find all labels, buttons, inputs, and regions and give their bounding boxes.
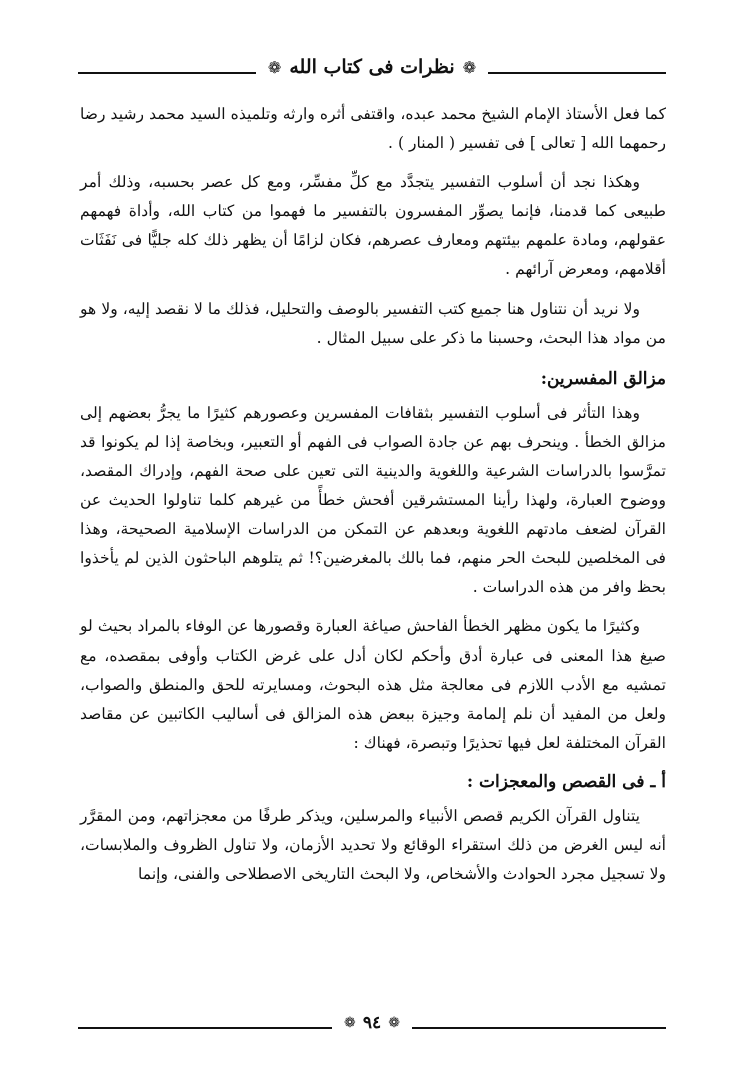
section-heading: مزالق المفسرين: <box>540 368 666 389</box>
page-body <box>80 100 666 889</box>
page-number: ٩٤ <box>362 1012 382 1033</box>
paragraph-5: وكثيرًا ما يكون مظهر الخطأ الفاحش صياغة العبارة وقصورها عن الوفاء بالمراد بحيث لو صيغ هذا المعنى فى عبارة أدق وأحكم لكان أدل على غرض الكتاب وأوفى بمقصده، مع تمشيه مع الأدب اللازم فى معالجة مثل هذه البحوث، ومسايرته للحق والمنطق والصواب، ولعل من المفيد أن نلم إلمامة وجيزة ببعض هذه المزالق فى أساليب الكاتبين عن مقاصد القرآن المختلفة لعل فيها تحذيرًا وتبصرة، فهناك : <box>80 617 666 752</box>
paragraph-2: وهكذا نجد أن أسلوب التفسير يتجدَّد مع كلِّ مفسِّر، ومع كل عصر بحسبه، وذلك أمر طبيعى كما قدمنا، فإنما يصوِّر المفسرون بالتفسير ما فهموا من كتاب الله، وأداة فهمهم عقولهم، ومادة علمهم بيئتهم ومعارف عصرهم، فكان لزامًا أن يظهر ذلك كله جليًّا فى نَفَثَات أقلامهم، ومعرض آرائهم . <box>80 173 666 279</box>
flower-ornament-icon: ❁ <box>388 1014 400 1031</box>
running-header <box>78 52 666 92</box>
paragraph-4: وهذا التأثر فى أسلوب التفسير بثقافات المفسرين وعصورهم كثيرًا ما يجرُّ بعضهم إلى مزالق الخطأ . وينحرف بهم عن جادة الصواب فى الفهم أو التعبير، وبخاصة إذا لم يكونوا قد تمرَّسوا بالدراسات الشرعية واللغوية والدينية التى تعين على صحة الفهم، وإدراك المقصد، ووضوح العبارة، ولهذا رأينا المستشرقين أفحش خطأً من غيرهم كلما تناولوا الحديث عن القرآن لضعف مادتهم اللغوية وبعدهم عن التمكن من الدراسات الإسلامية الصحيحة، وهذا فى المخلصين للبحث الحر منهم، فما بالك بالمغرضين؟! ثم يتلوهم الباحثون الذين لم يأخذوا بحظ وافر من هذه الدراسات . <box>80 403 666 597</box>
paragraph-6: يتناول القرآن الكريم قصص الأنبياء والمرسلين، ويذكر طرفًا من معجزاتهم، ومن المقرَّر أنه ليس الغرض من ذلك استقراء الوقائع ولا تحديد الأزمان، ولا تناول الظروف والملابسات، ولا تسجيل مجرد الحوادث والأشخاص، ولا البحث التاريخى الاصطلاحى والفنى، وإنما <box>80 806 666 884</box>
header-rule-right <box>488 72 666 74</box>
flower-ornament-icon: ❁ <box>267 57 282 77</box>
running-title: نظرات فى كتاب الله <box>289 56 455 78</box>
header-rule-left <box>78 72 256 74</box>
footer-rule-right <box>412 1027 666 1029</box>
footer-rule-left <box>78 1027 332 1029</box>
subsection-heading: أ ـ فى القصص والمعجزات : <box>466 771 666 792</box>
page-footer <box>78 1010 666 1044</box>
header-title-group <box>260 56 484 78</box>
page-number-group <box>336 1012 408 1033</box>
flower-ornament-icon: ❁ <box>344 1014 356 1031</box>
flower-ornament-icon: ❁ <box>462 57 477 77</box>
paragraph-1: كما فعل الأستاذ الإمام الشيخ محمد عبده، واقتفى أثره وارثه وتلميذه السيد محمد رشيد رضا رحمهما الله [ تعالى ] فى تفسير ( المنار ) . <box>80 105 666 153</box>
paragraph-3: ولا نريد أن نتناول هنا جميع كتب التفسير بالوصف والتحليل، فذلك ما لا نقصد إليه، ولا هو من مواد هذا البحث، وحسبنا ما ذكر على سبيل المثال . <box>80 299 666 347</box>
